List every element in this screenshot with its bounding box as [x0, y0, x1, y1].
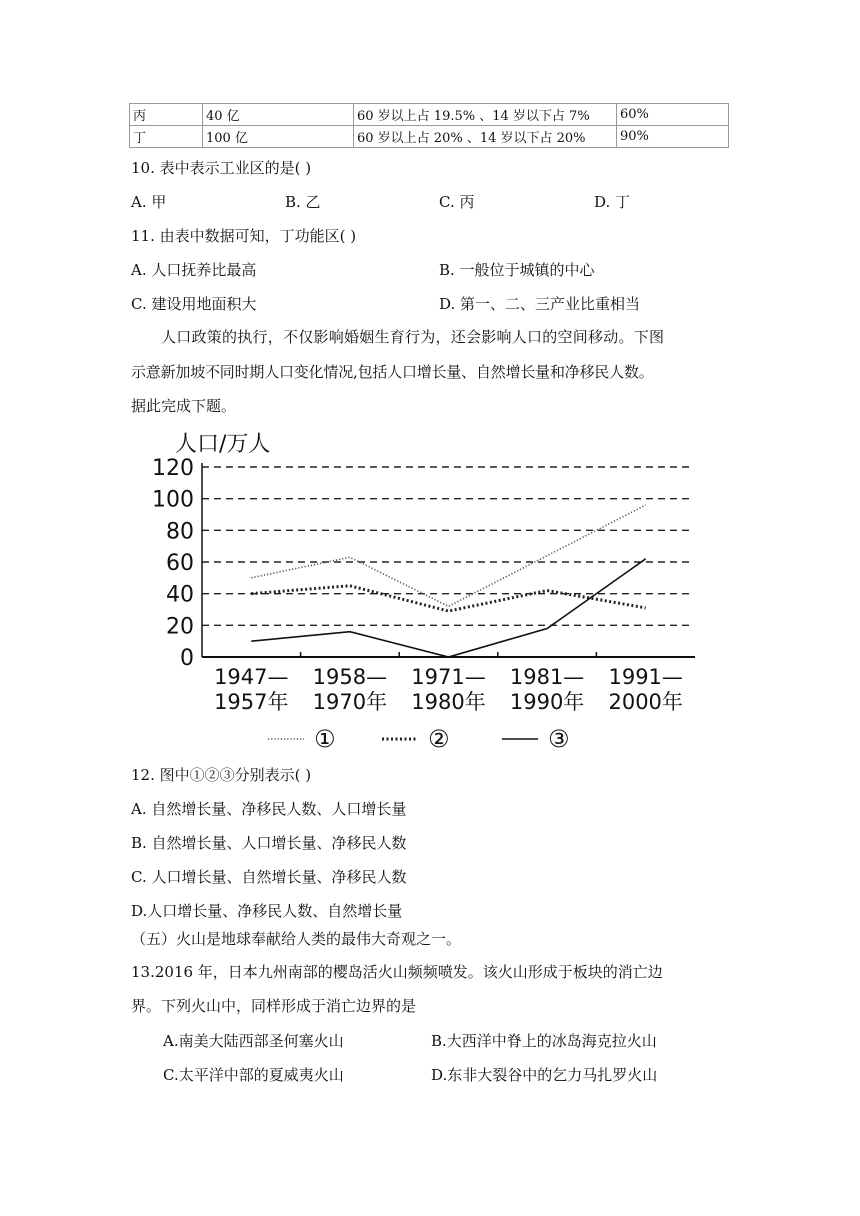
series-line-1 — [251, 505, 645, 606]
table-row — [130, 104, 729, 126]
question-12-stem: 12. 图中①②③分别表示( ) — [131, 766, 312, 784]
table-cell: 丁 — [130, 126, 203, 148]
question-10-option-b[interactable]: B. 乙 — [285, 193, 321, 211]
legend-label: ① — [314, 725, 336, 753]
legend-label: ③ — [548, 725, 570, 753]
question-13-line: 13.2016 年，日本九州南部的樱岛活火山频频喷发。该火山形成于板块的消亡边 — [131, 963, 663, 981]
y-tick-label: 80 — [166, 519, 194, 545]
question-13-option-a[interactable]: A.南美大陆西部圣何塞火山 — [163, 1032, 344, 1050]
x-tick-label: 1947— — [214, 665, 289, 689]
x-tick-label: 1970年 — [312, 690, 388, 714]
question-10-option-a[interactable]: A. 甲 — [131, 193, 167, 211]
question-13-option-d[interactable]: D.东非大裂谷中的乞力马扎罗火山 — [431, 1066, 658, 1084]
question-11-option-a[interactable]: A. 人口抚养比最高 — [131, 261, 257, 279]
table-cell: 60% — [617, 104, 729, 126]
question-13-line: 界。下列火山中，同样形成于消亡边界的是 — [131, 997, 417, 1015]
population-change-chart — [150, 425, 710, 755]
table-cell: 60 岁以上占 19.5% 、14 岁以下占 7% — [354, 104, 617, 126]
series-line-2 — [251, 586, 645, 611]
y-axis-label: 人口/万人 — [175, 432, 271, 457]
question-10-option-d[interactable]: D. 丁 — [594, 193, 631, 211]
question-13-option-c[interactable]: C.太平洋中部的夏威夷火山 — [163, 1066, 344, 1084]
y-tick-label: 60 — [166, 551, 194, 576]
x-tick-label: 1981— — [509, 665, 585, 689]
table-row — [130, 126, 729, 148]
table-cell: 60 岁以上占 20% 、14 岁以下占 20% — [354, 126, 617, 148]
question-12-option-a[interactable]: A. 自然增长量、净移民人数、人口增长量 — [131, 800, 407, 818]
question-12-option-b[interactable]: B. 自然增长量、人口增长量、净移民人数 — [131, 834, 407, 852]
data-table — [129, 103, 729, 148]
x-tick-label: 1971— — [411, 665, 486, 689]
table-cell: 丙 — [130, 104, 203, 126]
x-tick-label: 1991— — [608, 665, 683, 689]
section-5-heading: （五）火山是地球奉献给人类的最伟大奇观之一。 — [131, 930, 462, 948]
x-tick-label: 1990年 — [509, 690, 585, 714]
question-13-option-b[interactable]: B.大西洋中脊上的冰岛海克拉火山 — [431, 1032, 657, 1050]
question-11-option-d[interactable]: D. 第一、二、三产业比重相当 — [439, 295, 641, 313]
x-tick-label: 2000年 — [608, 690, 683, 714]
x-tick-label: 1980年 — [411, 690, 486, 714]
table-cell: 90% — [617, 126, 729, 148]
question-10-option-c[interactable]: C. 丙 — [439, 193, 475, 211]
x-tick-label: 1957年 — [214, 690, 289, 714]
series-line-3 — [251, 559, 645, 657]
y-tick-label: 40 — [166, 582, 194, 608]
question-11-stem: 11. 由表中数据可知，丁功能区( ) — [131, 227, 357, 245]
passage-line: 人口政策的执行，不仅影响婚姻生育行为，还会影响人口的空间移动。下图 — [161, 328, 665, 346]
y-tick-label: 20 — [166, 614, 194, 640]
question-11-option-c[interactable]: C. 建设用地面积大 — [131, 295, 257, 313]
question-10-stem: 10. 表中表示工业区的是( ) — [131, 159, 312, 177]
question-12-option-d[interactable]: D.人口增长量、净移民人数、自然增长量 — [131, 902, 403, 920]
passage-line: 据此完成下题。 — [131, 397, 237, 415]
table-cell: 100 亿 — [203, 126, 354, 148]
table-cell: 40 亿 — [203, 104, 354, 126]
x-tick-label: 1958— — [312, 665, 388, 689]
y-tick-label: 0 — [180, 646, 194, 671]
question-12-option-c[interactable]: C. 人口增长量、自然增长量、净移民人数 — [131, 868, 407, 886]
legend-label: ② — [428, 725, 450, 753]
y-tick-label: 100 — [152, 487, 194, 513]
question-11-option-b[interactable]: B. 一般位于城镇的中心 — [439, 261, 595, 279]
y-tick-label: 120 — [152, 456, 194, 481]
passage-line: 示意新加坡不同时期人口变化情况,包括人口增长量、自然增长量和净移民人数。 — [131, 363, 654, 381]
